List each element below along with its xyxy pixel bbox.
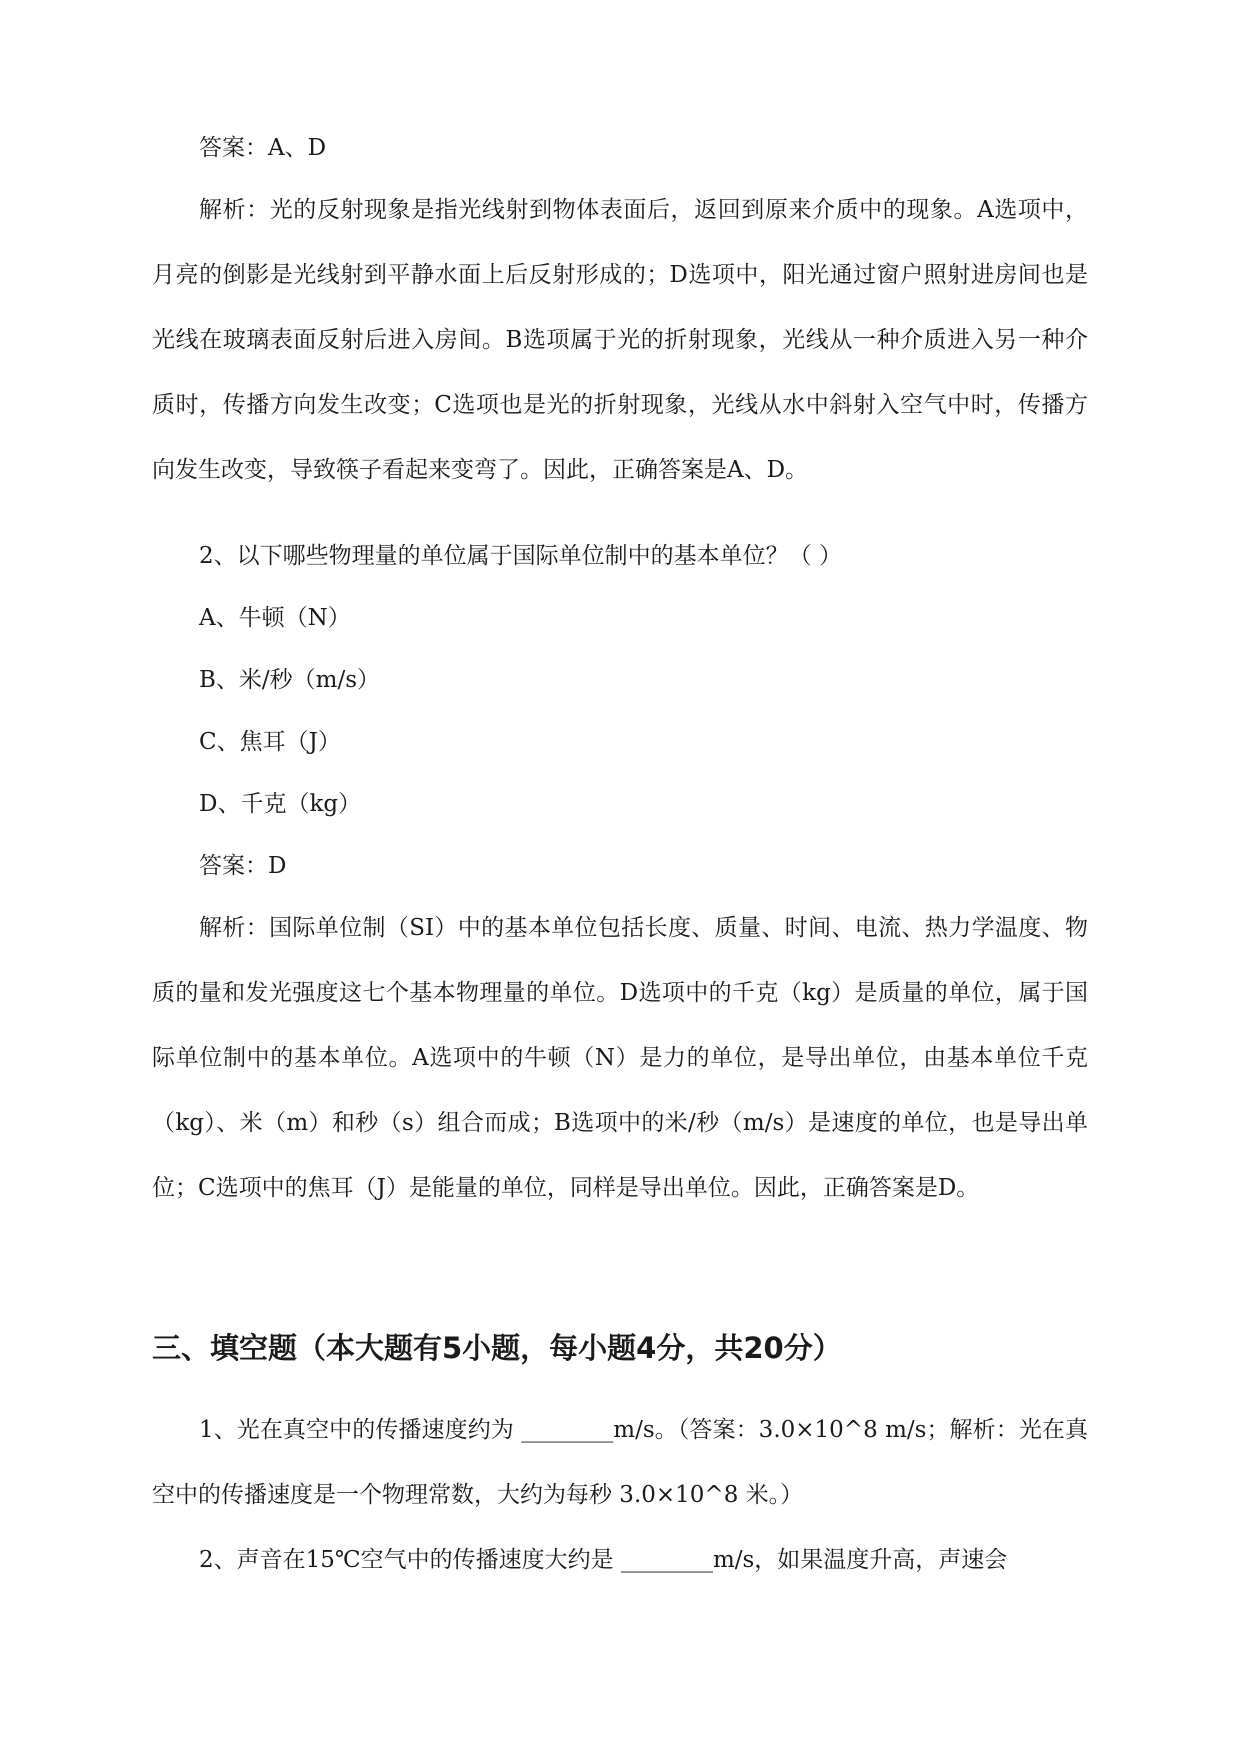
q2-option-b: B、米/秒（m/s） [199,667,381,693]
q2-analysis: 解析：国际单位制（SI）中的基本单位包括长度、质量、时间、电流、热力学温度、物质的量和发光强度这七个基本物理量的单位。D选项中的千克（kg）是质量的单位，属于国际单位制中的基本单位。A选项中的牛顿（N）是力的单位，是导出单位，由基本单位千克（kg）、米（m）和秒（s）组合而成；B选项中的米/秒（m/s）是速度的单位，也是导出单位；C选项中的焦耳（J）是能量的单位，同样是导出单位。因此，正确答案是D。 [152,915,1088,1201]
q2-answer: 答案：D [199,853,287,879]
q2-question: 2、以下哪些物理量的单位属于国际单位制中的基本单位？（ ） [199,543,842,569]
q1-analysis: 解析：光的反射现象是指光线射到物体表面后，返回到原来介质中的现象。A选项中，月亮的倒影是光线射到平静水面上后反射形成的；D选项中，阳光通过窗户照射进房间也是光线在玻璃表面反射后进入房间。B选项属于光的折射现象，光线从一种介质进入另一种介质时，传播方向发生改变；C选项也是光的折射现象，光线从水中斜射入空气中时，传播方向发生改变，导致筷子看起来变弯了。因此，正确答案是A、D。 [152,197,1088,483]
fill-question-1: 1、光在真空中的传播速度约为 ________m/s。（答案：3.0×10^8 m/s；解析：光在真空中的传播速度是一个物理常数，大约为每秒 3.0×10^8 米。） [152,1417,1088,1508]
section-heading: 三、填空题（本大题有5小题，每小题4分，共20分） [152,1331,842,1365]
fill-question-2: 2、声音在15℃空气中的传播速度大约是 ________m/s，如果温度升高，声速会 [199,1547,1008,1573]
q1-answer: 答案：A、D [199,135,327,161]
q2-option-a: A、牛顿（N） [199,605,351,631]
q2-option-d: D、千克（kg） [199,791,362,817]
q2-option-c: C、焦耳（J） [199,729,341,755]
